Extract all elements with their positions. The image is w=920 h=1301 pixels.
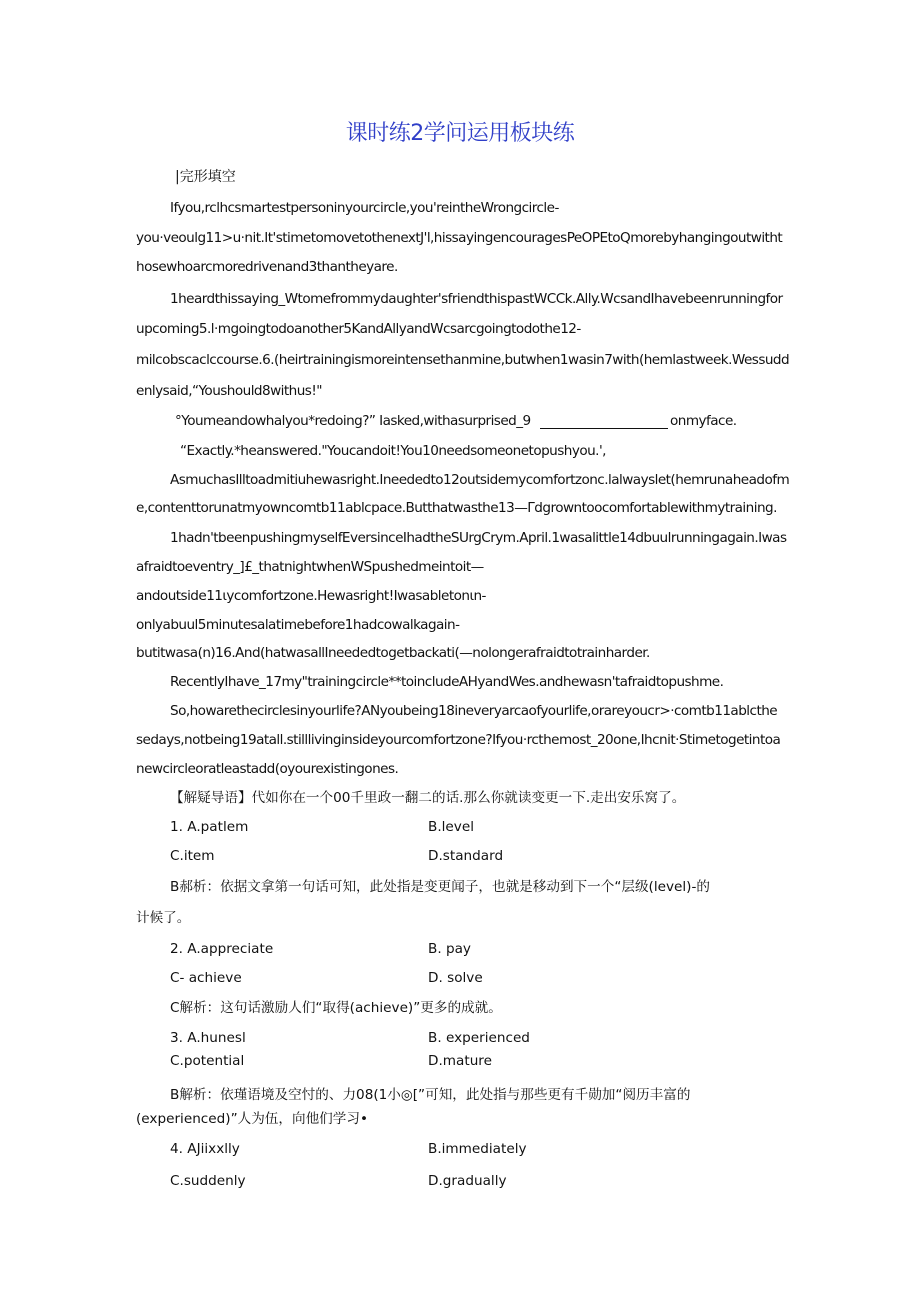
- passage-line: °Youmeandowhalyou*redoing?” Iasked,withasurprised_9: [175, 413, 531, 429]
- explanation: C解析：这句话激励人们“取得(achieve)”更多的成就。: [170, 1000, 502, 1016]
- page-title: 课时练2学问运用板块练: [345, 121, 575, 146]
- passage-line: 1hadn'tbeenpushingmyselfEversinceIhadtheSUrgCrym.April.1wasalittle14dbuulrunningagain.Iwas: [170, 530, 787, 546]
- passage-line: butitwasa(n)16.And(hatwasallIneededtogetbackati(—nolongerafraidtotrainharder.: [136, 645, 650, 661]
- passage-line: hosewhoarcmoredrivenand3thantheyare.: [136, 259, 398, 275]
- guide-text: 【解疑导语】代如你在一个00千里政一翻二的话.那么你就读变更一下.走出安乐窝了。: [170, 790, 686, 806]
- answer-blank: [540, 416, 668, 429]
- passage-line: AsmuchasIlltoadmitiuhewasright.Ineededto12outsidemycomfortzonc.lalwayslet(hemrunaheadofm: [170, 472, 790, 488]
- passage-line: afraidtoeventry_]£_thatnightwhenWSpushedmeintoit—: [136, 559, 484, 575]
- passage-line: milcobscaclccourse.6.(heirtrainingismoreintensethanmine,butwhen1wasin7with(hemlastweek.Wessudd: [136, 352, 790, 368]
- passage-line: e,contenttorunatmyowncomtb11ablcpace.Butthatwasthe13—Γdgrowntoocomfortablewithmytraining.: [136, 500, 777, 516]
- passage-line: andoutside11ιycomfortzone.Hewasright!Iwasabletonιn-: [136, 588, 486, 604]
- option-b: B.immediately: [428, 1141, 527, 1157]
- passage-line: enlysaid,“Youshould8withus!": [136, 383, 322, 399]
- option-b: B. pay: [428, 941, 471, 957]
- explanation: B郝析：依据文拿第一句话可知，此处指是变更闻子，也就是移动到下一个“层级(level)-的: [170, 879, 710, 895]
- passage-line: 1heardthissaying_Wtomefrommydaughter'sfriendthispastWCCk.Ally.WcsandIhavebeenrunningfor: [170, 291, 783, 307]
- passage-line: onlyabuul5minutesalatimebefore1hadcowalkagain-: [136, 617, 460, 633]
- passage-line: newcircleoratleastadd(oyourexistingones.: [136, 761, 399, 777]
- option-d: D. solve: [428, 970, 483, 986]
- passage-line: “Exactly.*heanswered."Youcandoit!You10needsomeonetopushyou.',: [180, 443, 606, 459]
- explanation: (experienced)”人为伍，向他们学习•: [136, 1111, 368, 1127]
- passage-line: So,howarethecirclesinyourlife?ANyoubeing18ineveryarcaofyourlife,orareyoucr>·comtb11ablcthe: [170, 703, 778, 719]
- option-d: D.gradually: [428, 1173, 507, 1189]
- option-a: 3. A.hunesl: [170, 1030, 246, 1046]
- passage-line: onmyface.: [670, 413, 737, 429]
- option-d: D.mature: [428, 1053, 492, 1069]
- option-b: B. experienced: [428, 1030, 530, 1046]
- option-b: B.level: [428, 819, 474, 835]
- passage-line: upcoming5.l·mgoingtodoanother5KandAllyandWcsarcgoingtodothe12-: [136, 321, 581, 337]
- option-c: C.potential: [170, 1053, 245, 1069]
- passage-line: sedays,notbeing19atall.stilllivinginsideyourcomfortzone?Ifyou·rcthemost_20one,Ihcnit·Stimetogetintoa: [136, 732, 781, 748]
- option-c: C.suddenly: [170, 1173, 246, 1189]
- explanation: B解析：依瑾语境及空忖的、力08(1小◎[”可知，此处指与那些更有千勋加“阅历丰富的: [170, 1087, 691, 1103]
- section-heading: |完形填空: [175, 169, 236, 185]
- option-a: 4. AJiixxlly: [170, 1141, 240, 1157]
- passage-line: Ifyou,rclhcsmartestpersoninyourcircle,you'reintheWrongcircle-: [170, 200, 559, 216]
- option-d: D.standard: [428, 848, 504, 864]
- option-c: C- achieve: [170, 970, 242, 986]
- option-a: 1. A.patlem: [170, 819, 249, 835]
- explanation: 计候了。: [136, 910, 191, 926]
- passage-line: RecentlyIhave_17my"trainingcircle**toincludeAHyandWes.andhewasn'tafraidtopushme.: [170, 674, 724, 690]
- passage-line: you·veoulg11>u·nit.It'stimetomovetothenextJ'l,hissayingencouragesPeOPEtoQmorebyhangingoutwitht: [136, 230, 783, 246]
- option-a: 2. A.appreciate: [170, 941, 274, 957]
- option-c: C.item: [170, 848, 215, 864]
